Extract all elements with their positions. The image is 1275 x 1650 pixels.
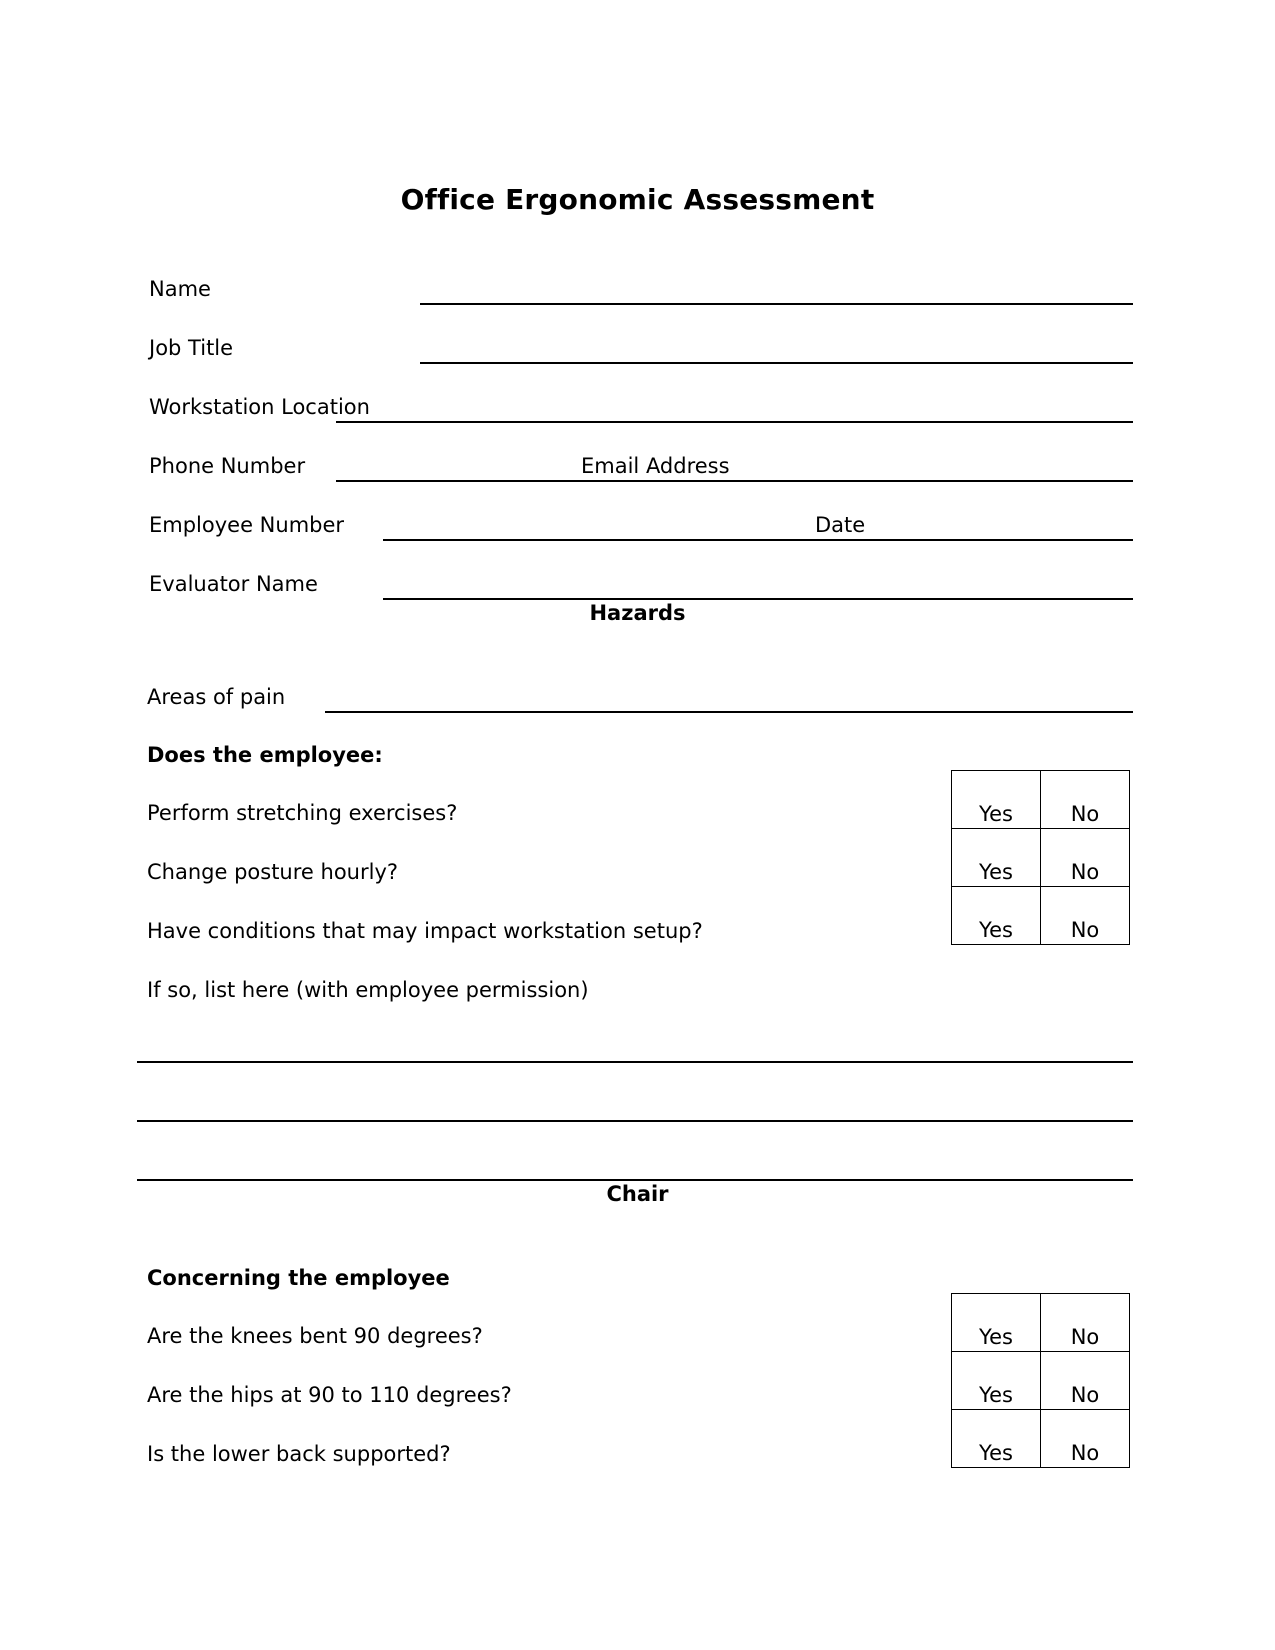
evaluator-name-field[interactable] <box>387 571 1129 597</box>
hazards-yes-no-table <box>951 770 1130 945</box>
list-field[interactable] <box>140 1152 1130 1178</box>
yes-option[interactable]: Yes <box>952 1410 1041 1468</box>
phone-number-field[interactable] <box>340 453 570 479</box>
name-field[interactable] <box>424 276 1129 302</box>
hazards-heading: Hazards <box>589 601 686 625</box>
table-row <box>952 887 1130 945</box>
name-line <box>420 303 1133 305</box>
table-row <box>952 1294 1130 1352</box>
chair-question: Are the knees bent 90 degrees? <box>147 1324 483 1348</box>
table-row <box>952 1352 1130 1410</box>
no-option[interactable]: No <box>1041 771 1130 829</box>
workstation-location-field[interactable] <box>400 394 1129 420</box>
job-title-label: Job Title <box>149 336 234 360</box>
table-row <box>952 1410 1130 1468</box>
phone-email-line <box>336 480 1133 482</box>
chair-question: Is the lower back supported? <box>147 1442 451 1466</box>
hazards-subheading: Does the employee: <box>147 743 383 767</box>
phone-number-label: Phone Number <box>149 454 306 478</box>
areas-of-pain-label: Areas of pain <box>147 685 286 709</box>
no-option[interactable]: No <box>1041 1352 1130 1410</box>
chair-heading: Chair <box>606 1182 669 1206</box>
date-label: Date <box>815 513 866 537</box>
no-option[interactable]: No <box>1041 887 1130 945</box>
yes-option[interactable]: Yes <box>952 771 1041 829</box>
hazard-question: Change posture hourly? <box>147 860 399 884</box>
yes-option[interactable]: Yes <box>952 887 1041 945</box>
table-row <box>952 771 1130 829</box>
chair-yes-no-table <box>951 1293 1130 1468</box>
employee-number-label: Employee Number <box>149 513 345 537</box>
hazard-question: Have conditions that may impact workstation setup? <box>147 919 703 943</box>
yes-option[interactable]: Yes <box>952 1294 1041 1352</box>
hazard-question: Perform stretching exercises? <box>147 801 458 825</box>
table-row <box>952 829 1130 887</box>
email-address-field[interactable] <box>750 453 1129 479</box>
list-field[interactable] <box>140 1034 1130 1060</box>
chair-subheading: Concerning the employee <box>147 1266 450 1290</box>
no-option[interactable]: No <box>1041 1410 1130 1468</box>
evaluator-name-label: Evaluator Name <box>149 572 318 596</box>
no-option[interactable]: No <box>1041 1294 1130 1352</box>
page-title: Office Ergonomic Assessment <box>400 183 875 216</box>
yes-option[interactable]: Yes <box>952 1352 1041 1410</box>
email-address-label: Email Address <box>581 454 730 478</box>
workstation-location-line <box>336 421 1133 423</box>
yes-option[interactable]: Yes <box>952 829 1041 887</box>
date-field[interactable] <box>880 512 1129 538</box>
areas-of-pain-line <box>325 711 1133 713</box>
job-title-field[interactable] <box>424 335 1129 361</box>
areas-of-pain-field[interactable] <box>330 684 1129 710</box>
list-line <box>137 1061 1133 1063</box>
name-label: Name <box>149 277 211 301</box>
list-line <box>137 1179 1133 1181</box>
list-prompt: If so, list here (with employee permission) <box>147 978 589 1002</box>
workstation-location-label: Workstation Location <box>149 395 370 419</box>
list-line <box>137 1120 1133 1122</box>
employee-date-line <box>383 539 1133 541</box>
no-option[interactable]: No <box>1041 829 1130 887</box>
employee-number-field[interactable] <box>387 512 807 538</box>
list-field[interactable] <box>140 1093 1130 1119</box>
job-title-line <box>420 362 1133 364</box>
evaluator-name-line <box>383 598 1133 600</box>
chair-question: Are the hips at 90 to 110 degrees? <box>147 1383 512 1407</box>
